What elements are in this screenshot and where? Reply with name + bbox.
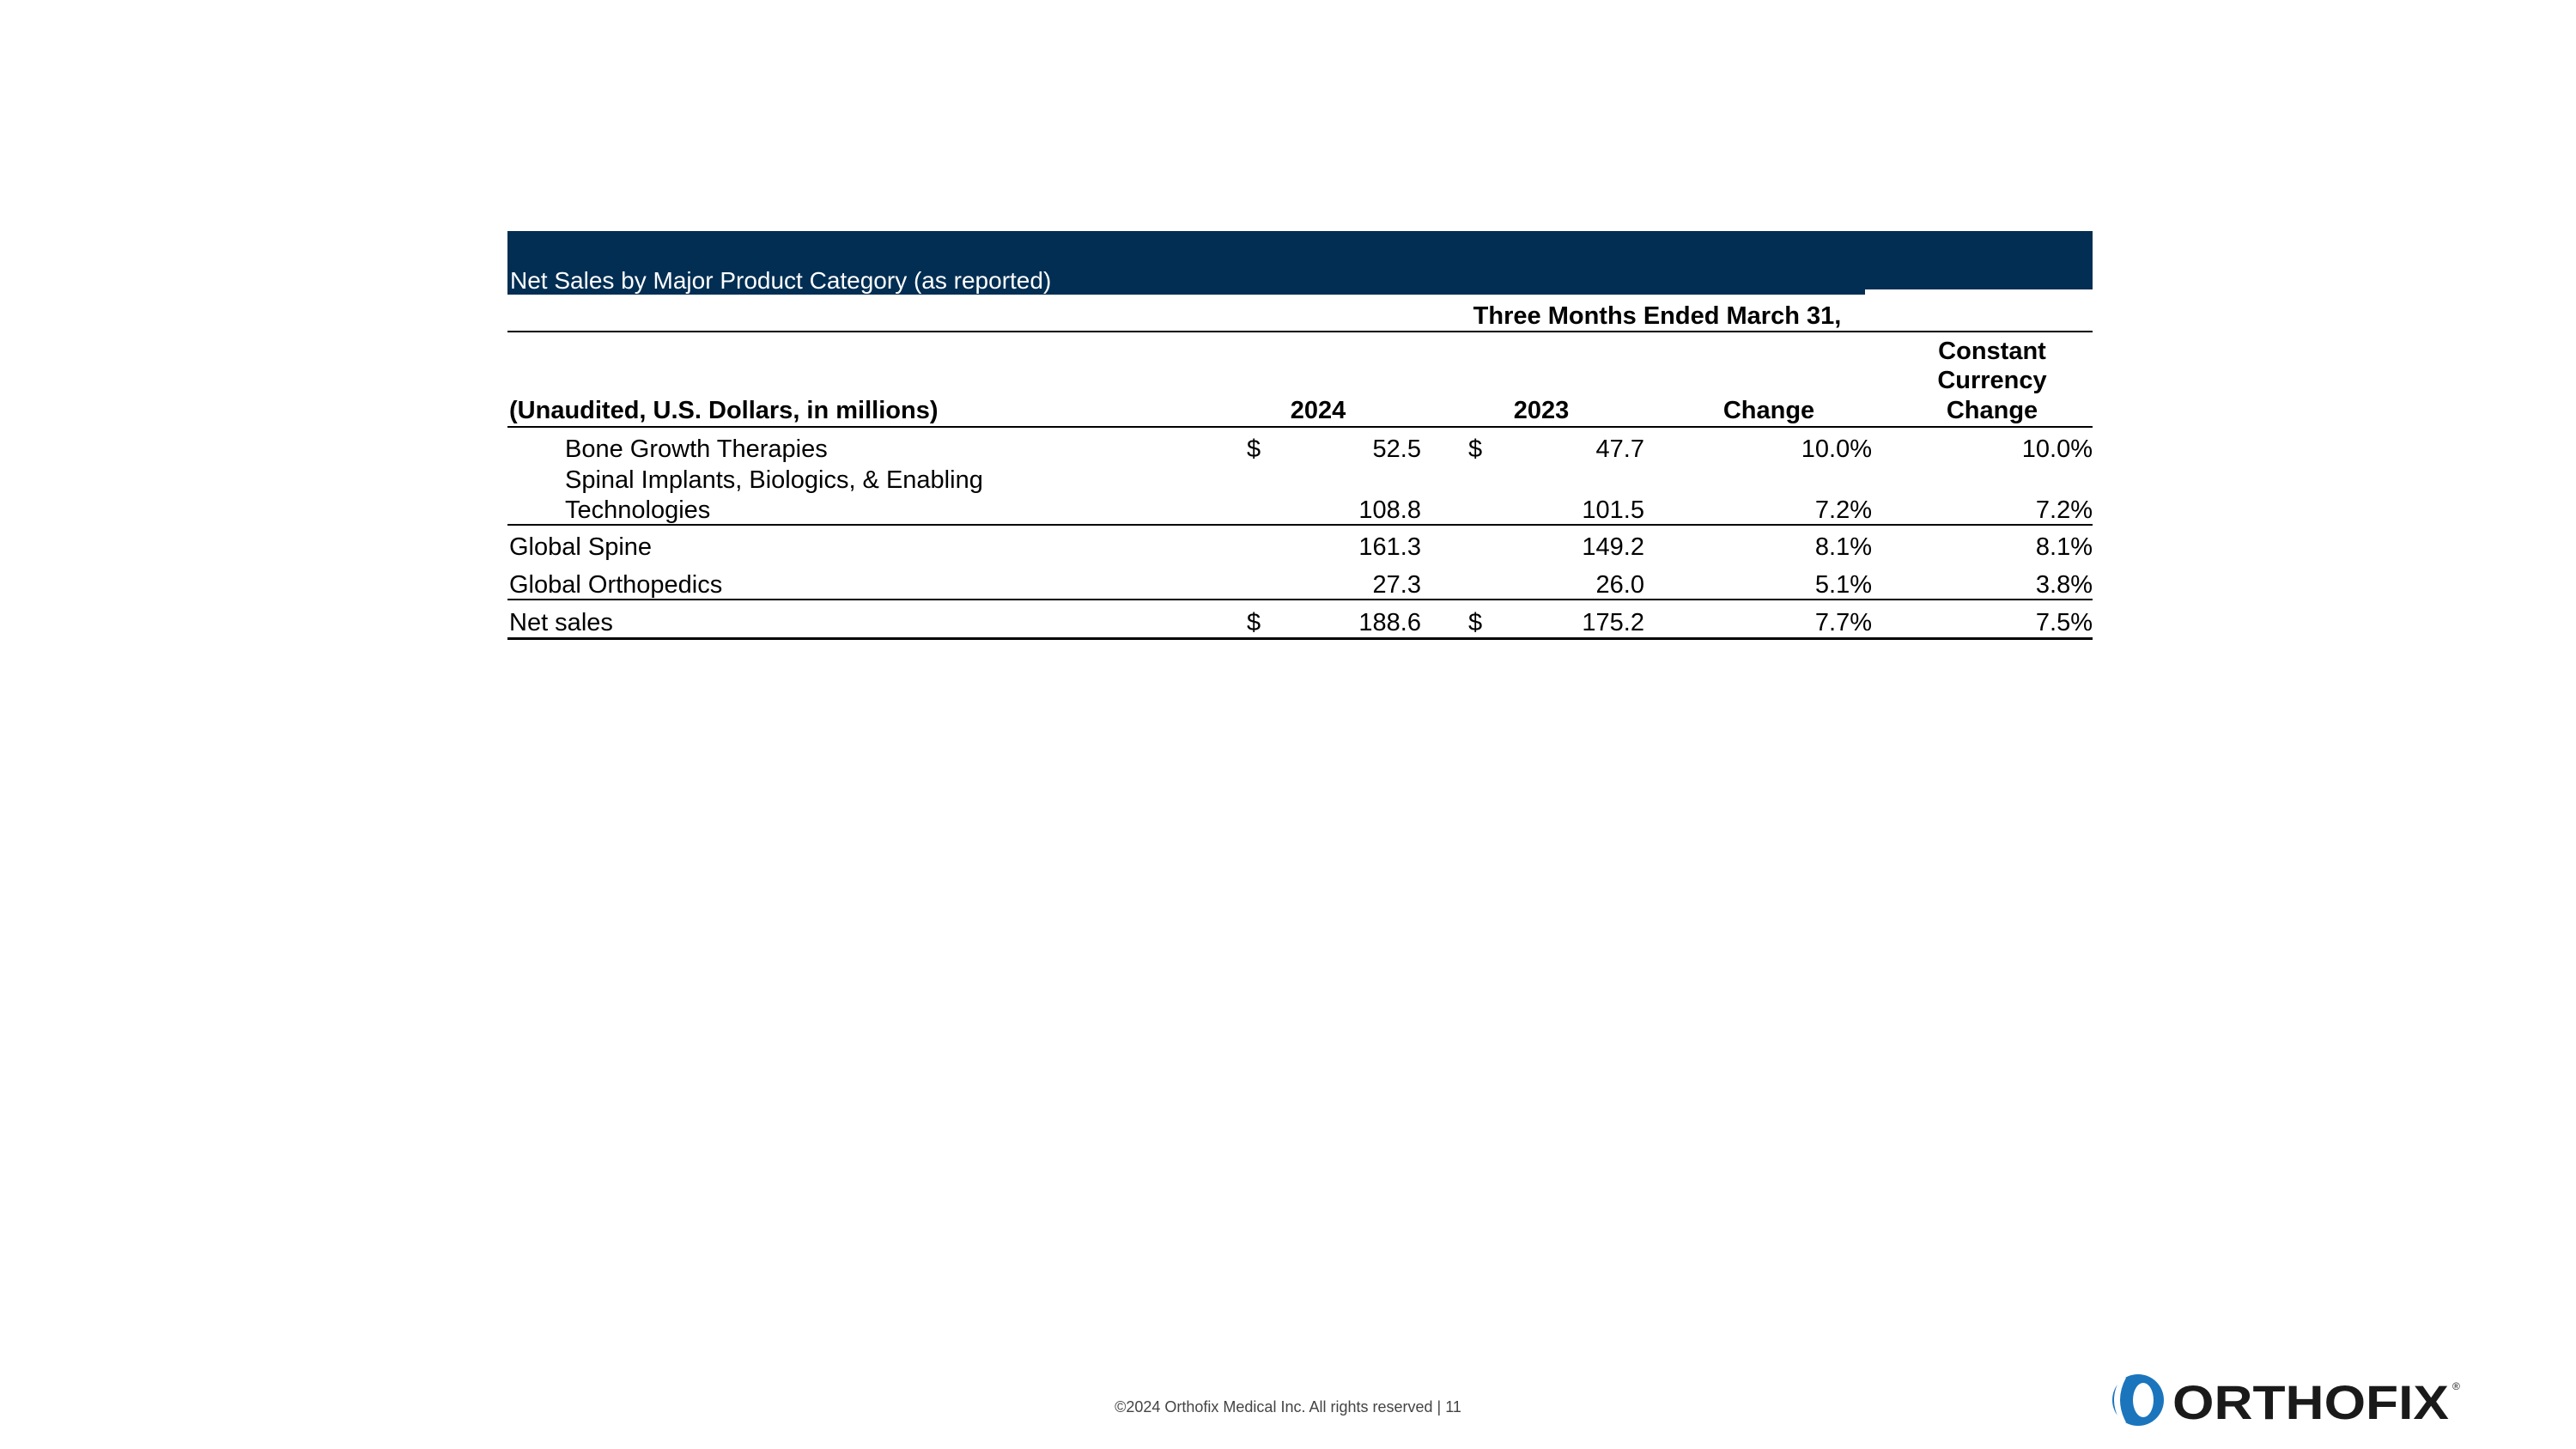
column-header-2023: 2023 [1513,397,1570,424]
row-value-2023: 101.5 [1582,496,1644,524]
row-change: 7.2% [1814,496,1872,524]
row-value-2023: 149.2 [1582,533,1644,561]
subtotal-rule [507,524,2093,526]
header-rule [507,426,2093,428]
net-sales-bottom-rule [507,637,2093,640]
period-header: Three Months Ended March 31, [1473,302,1842,330]
row-cc-change: 7.5% [2035,609,2093,636]
orthofix-logo [2111,1373,2464,1428]
row-value-2023: 47.7 [1595,435,1644,463]
row-value-2023: 26.0 [1595,571,1644,599]
column-header-cc-line3: Change [1946,397,2038,424]
registered-mark: ® [2452,1380,2460,1392]
row-cc-change: 10.0% [2021,435,2093,463]
row-label-bone-growth: Bone Growth Therapies [565,435,828,463]
row-value-2024: 27.3 [1372,571,1421,599]
row-currency-2024: $ [1247,435,1261,463]
column-header-cc-line1: Constant [1938,338,2046,365]
orthofix-mark-icon [2112,1374,2164,1426]
table-title: Net Sales by Major Product Category (as reported) [510,267,1052,294]
row-value-2024: 188.6 [1358,609,1421,636]
row-cc-change: 7.2% [2035,496,2093,524]
row-label-global-orthopedics: Global Orthopedics [509,571,723,599]
row-change: 5.1% [1814,571,1872,599]
total-rule [507,599,2093,600]
period-header-rule [507,331,2093,332]
row-label-spinal-implants-line2: Technologies [565,496,711,524]
logo-wordmark: ORTHOFIX [2172,1375,2449,1428]
row-value-2024: 52.5 [1372,435,1421,463]
table-title-bar [507,231,2093,295]
row-cc-change: 8.1% [2035,533,2093,561]
row-currency-2023: $ [1468,435,1483,463]
row-label-global-spine: Global Spine [509,533,653,561]
row-value-2023: 175.2 [1582,609,1644,636]
column-header-2024: 2024 [1290,397,1346,424]
row-currency-2024: $ [1247,609,1261,636]
row-value-2024: 108.8 [1358,496,1421,524]
row-label-spinal-implants-line1: Spinal Implants, Biologics, & Enabling [565,466,983,494]
row-change: 8.1% [1814,533,1872,561]
row-value-2024: 161.3 [1358,533,1421,561]
column-header-cc-line2: Currency [1937,367,2047,394]
footer-copyright: ©2024 Orthofix Medical Inc. All rights reserved | 11 [1115,1398,1461,1416]
title-bar-notch [1865,289,2093,295]
column-header-change: Change [1722,397,1815,424]
row-currency-2023: $ [1468,609,1483,636]
row-change: 7.7% [1814,609,1872,636]
row-label-net-sales: Net sales [509,609,613,636]
row-change: 10.0% [1801,435,1872,463]
row-cc-change: 3.8% [2035,571,2093,599]
column-header-label: (Unaudited, U.S. Dollars, in millions) [509,397,939,424]
